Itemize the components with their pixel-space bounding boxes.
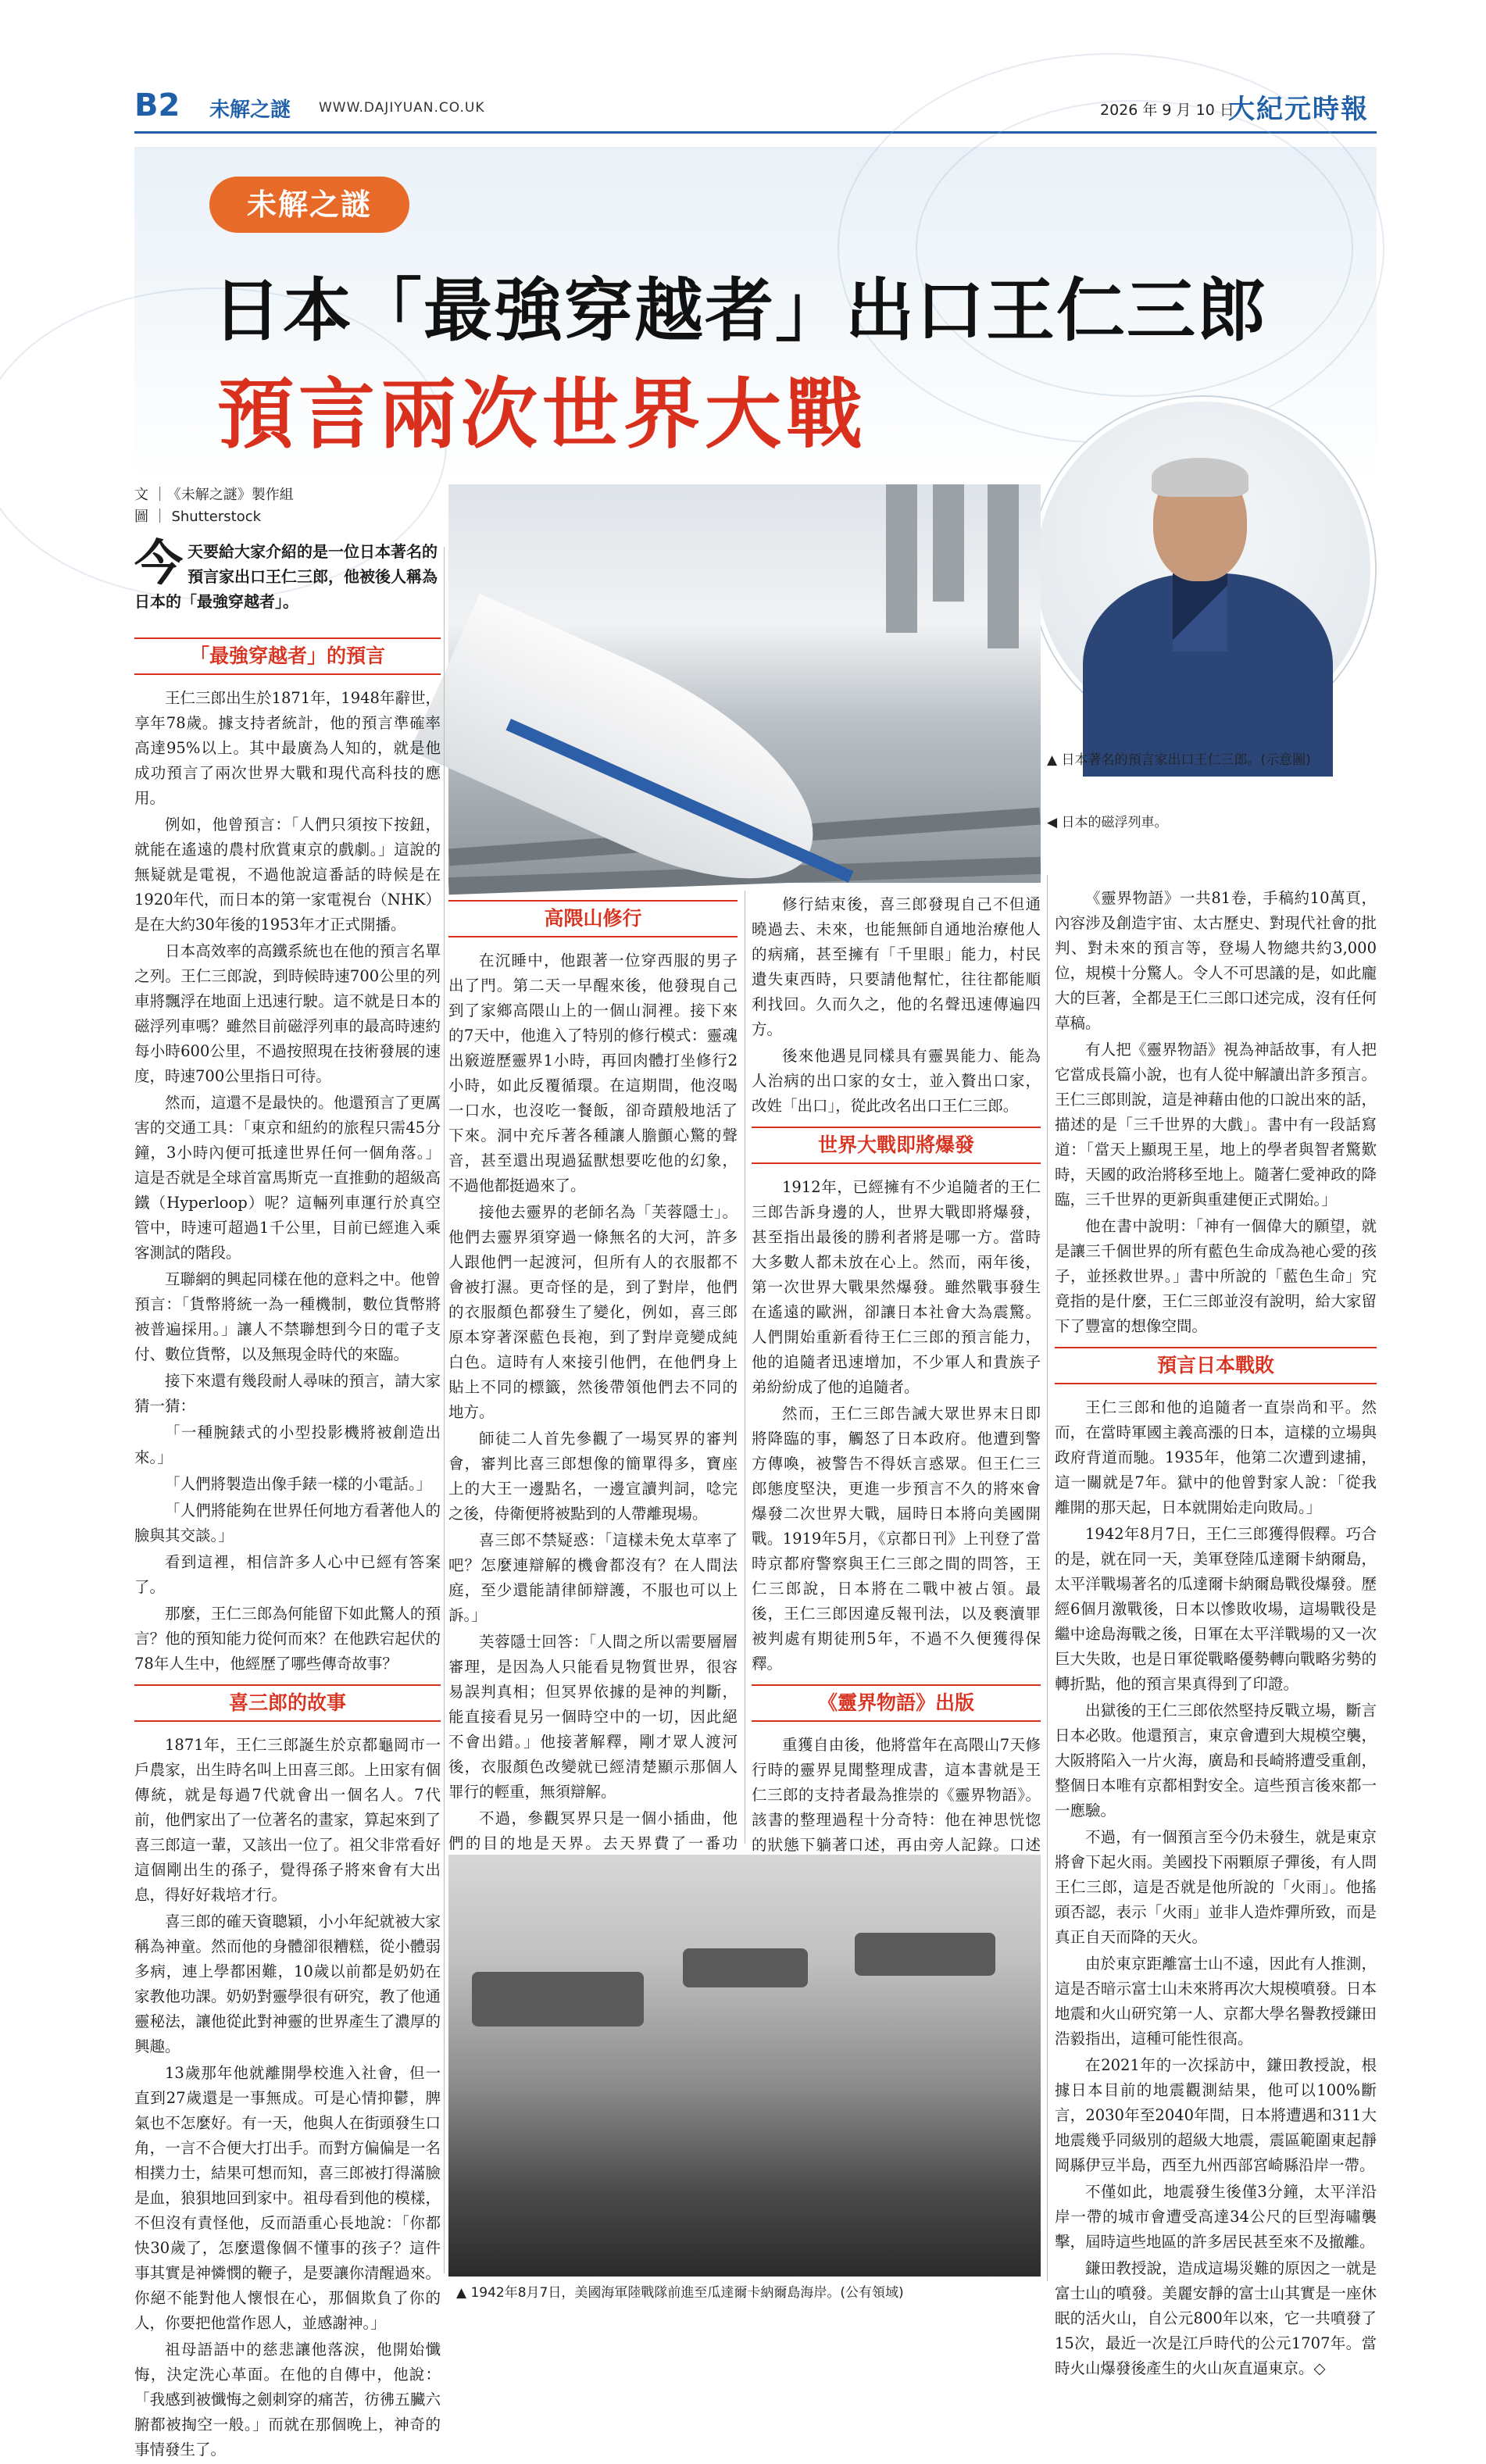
paragraph: 日本高效率的高鐵系統也在他的預言名單之列。王仁三郎說，到時候時速700公里的列車將飄浮在地面上迅速行駛。這不就是日本的磁浮列車嗎？雖然目前磁浮列車的最高時速約每小時600公里，不過按照現在技術發展的速度，時速700公里指日可待。 xyxy=(134,942,441,1085)
paragraph: 王仁三郎和他的追隨者一直崇尚和平。然而，在當時軍國主義高漲的日本，這樣的立場與政府背道而馳。1935年，他第二次遭到逮捕，這一關就是7年。獄中的他曾對家人說：「從我離開的那天起，日本就開始走向敗局。」 xyxy=(1055,1398,1377,1516)
paragraph: 師徒二人首先參觀了一場冥界的審判會，審判比喜三郎想像的簡單得多，寶座上的大王一邊點名，一邊宣讀判詞，唸完之後，侍衛便將被點到的人帶離現場。 xyxy=(448,1430,738,1523)
paragraph: 鎌田教授說，造成這場災難的原因之一就是富士山的噴發。美麗安靜的富士山其實是一座休眠的活火山，自公元800年以來，它一共噴發了15次，最近一次是江戶時代的公元1707年。當時火山爆發後產生的火山灰直逼東京。◇ xyxy=(1055,2259,1377,2377)
paragraph: 然而，這還不是最快的。他還預言了更厲害的交通工具：「東京和紐約的旅程只需45分鐘，3小時內便可抵達世界任何一個角落。」這是否就是全球首富馬斯克一直推動的超級高鐵（Hyperloop）呢？這輛列車運行於真空管中，時速可超過1千公里，目前已經進入乘客測試的階段。 xyxy=(134,1094,441,1262)
guadalcanal-landing-photo xyxy=(448,1855,1041,2277)
paragraph: 喜三郎不禁疑惑：「這樣未免太草率了吧？怎麼連辯解的機會都沒有？在人間法庭，至少還能請律師辯護，不服也可以上訴。」 xyxy=(448,1531,738,1624)
paragraph: 芙蓉隱士回答：「人間之所以需要層層審理，是因為人只能看見物質世界，很容易誤判真相；但冥界依據的是神的判斷，能直接看見另一個時空中的一切，因此絕不會出錯。」他接著解釋，剛才眾人渡河後，衣服顏色改變就已經清楚顯示那個人罪行的輕重，無須辯解。 xyxy=(448,1633,738,1801)
newspaper-logo: 大紀元時報 xyxy=(1228,94,1369,125)
paragraph: 不過，參觀冥界只是一個小插曲，他們的目的地是天界。去天界費了一番功 xyxy=(448,1809,738,1852)
column-divider xyxy=(1047,875,1048,2281)
portrait-hair xyxy=(1152,458,1248,497)
paragraph: 「人們將製造出像手錶一樣的小電話。」 xyxy=(165,1475,432,1493)
column-tag: 未解之謎 xyxy=(209,177,409,233)
drop-cap: 今 xyxy=(134,534,184,591)
section-heading: 《靈界物語》出版 xyxy=(752,1684,1041,1722)
paragraph: 出獄後的王仁三郎依然堅持反戰立場，斷言日本必敗。他還預言，東京會遭到大規模空襲，大阪將陷入一片火海，廣島和長崎將遭受重創，整個日本唯有京都相對安全。這些預言後來都一一應驗。 xyxy=(1055,1702,1377,1819)
section-heading: 喜三郎的故事 xyxy=(134,1684,441,1722)
train-caption: ◀ 日本的磁浮列車。 xyxy=(1047,815,1168,830)
paragraph: 有人把《靈界物語》視為神話故事，有人把它當成長篇小說，也有人從中解讀出許多預言。王仁三郎則說，這是神藉由他的口說出來的話，描述的是「三千世界的大戲」。書中有一段話寫道：「當天上顯現王星，地上的學者與智者驚歎時，天國的政治將移至地上。隨著仁愛神政的降臨，三千世界的更新與重建便正式開始。」 xyxy=(1055,1041,1377,1209)
landing-craft xyxy=(472,1972,644,2027)
subheadline: 預言兩次世界大戰 xyxy=(217,370,868,459)
portrait-photo xyxy=(1031,397,1375,741)
issue-date: 2026 年 9 月 10 日 xyxy=(1100,102,1234,119)
paragraph: 接他去靈界的老師名為「芙蓉隱士」。他們去靈界須穿過一條無名的大河，許多人跟他們一起渡河，但所有人的衣服都不會被打濕。更奇怪的是，到了對岸，他們的衣服顏色都發生了變化，例如，喜三郎原本穿著深藍色長袍，到了對岸竟變成純白色。這時有人來接引他們，在他們身上貼上不同的標籤，然後帶領他們去不同的地方。 xyxy=(448,1203,738,1421)
paragraph: 祖母語語中的慈悲讓他落淚，他開始懺悔，決定洗心革面。在他的自傳中，他說：「我感到被懺悔之劍刺穿的痛苦，彷彿五臟六腑都被掏空一般。」而就在那個晚上，神奇的事情發生了。 xyxy=(134,2341,441,2459)
site-url[interactable]: WWW.DAJIYUAN.CO.UK xyxy=(319,100,485,116)
page-number: B2 xyxy=(134,87,180,123)
column-4 xyxy=(1055,886,1377,2383)
paragraph: 他在書中說明：「神有一個偉大的願望，就是讓三千個世界的所有藍色生命成為祂心愛的孩子，並拯救世界。」書中所說的「藍色生命」究竟指的是什麼，王仁三郎並沒有說明，給大家留下了豐富的想像空間。 xyxy=(1055,1217,1377,1335)
background-building xyxy=(933,484,964,602)
train-body xyxy=(410,594,852,916)
paragraph: 1871年，王仁三郎誕生於京都龜岡市一戶農家，出生時名叫上田喜三郎。上田家有個傳統，就是每過7代就會出一個名人。7代前，他們家出了一位著名的畫家，算起來到了喜三郎這一輩，又該出一位了。祖父非常看好這個剛出生的孫子，覺得孫子將來會有大出息，得好好栽培才行。 xyxy=(134,1736,441,1904)
paragraph: 看到這裡，相信許多人心中已經有答案了。 xyxy=(134,1553,441,1596)
article-lead xyxy=(134,534,441,614)
background-building xyxy=(988,484,1019,648)
column-divider xyxy=(444,547,445,2273)
paragraph: 不僅如此，地震發生後僅3分鐘，太平洋沿岸一帶的城市會遭受高達34公尺的巨型海嘯襲擊，屆時這些地區的許多居民甚至來不及撤離。 xyxy=(1055,2183,1377,2251)
column-2 xyxy=(448,892,738,2008)
landing-craft xyxy=(855,1933,995,1976)
paragraph: 在2021年的一次採訪中，鎌田教授說，根據日本目前的地震觀測結果，他可以100%斷言，2030年至2040年間，日本將遭遇和311大地震幾乎同級別的超級大地震，震區範圍東起靜岡縣伊豆半島，西至九州西部宮崎縣沿岸一帶。 xyxy=(1055,2056,1377,2174)
paragraph: 重獲自由後，他將當年在高隈山7天修行時的靈界見聞整理成書，這本書就是王仁三郎的支持者最為推崇的《靈界物語》。該書的整理過程十分奇特：他在神思恍惚的狀態下躺著口述，再由旁人記錄。口述 xyxy=(752,1736,1041,1854)
paragraph: 王仁三郎出生於1871年，1948年辭世，享年78歲。據支持者統計，他的預言準確率高達95%以上。其中最廣為人知的，就是他成功預言了兩次世界大戰和現代高科技的應用。 xyxy=(134,689,441,807)
section-heading: 預言日本戰敗 xyxy=(1055,1347,1377,1384)
paragraph: 《靈界物語》一共81卷，手稿約10萬頁，內容涉及創造宇宙、太古歷史、對現代社會的批判、對未來的預言等，登場人物總共約3,000位，規模十分驚人。令人不可思議的是，如此龐大的巨著，全都是王仁三郎口述完成，沒有任何草稿。 xyxy=(1055,889,1377,1032)
paragraph: 例如，他曾預言：「人們只須按下按鈕，就能在遙遠的農村欣賞東京的戲劇。」這說的無疑就是電視，不過他說這番話的時候是在1920年代，而日本的第一家電視台（NHK）是在大約30年後的1953年才正式開播。 xyxy=(134,816,441,934)
section-name: 未解之謎 xyxy=(209,98,291,122)
paragraph: 不過，有一個預言至今仍未發生，就是東京將會下起火雨。美國投下兩顆原子彈後，有人問王仁三郎，這是否就是他所說的「火雨」。他搖頭否認，表示「火雨」並非人造炸彈所致，而是真正自天而降的天火。 xyxy=(1055,1828,1377,1946)
paragraph: 後來他遇見同樣具有靈異能力、能為人治病的出口家的女士，並入贅出口家，改姓「出口」，從此改名出口王仁三郎。 xyxy=(752,1047,1041,1115)
paragraph: 修行結束後，喜三郎發現自己不但通曉過去、未來，也能無師自通地治療他人的病痛，甚至擁有「千里眼」能力，村民遺失東西時，只要請他幫忙，往往都能順利找回。久而久之，他的名聲迅速傳遍四方。 xyxy=(752,895,1041,1038)
paragraph: 「一種腕錶式的小型投影機將被創造出來。」 xyxy=(134,1423,441,1466)
paragraph: 接下來還有幾段耐人尋味的預言，請大家猜一猜： xyxy=(134,1372,441,1415)
paragraph: 1912年，已經擁有不少追隨者的王仁三郎告訴身邊的人，世界大戰即將爆發，甚至指出最後的勝利者將是哪一方。當時大多數人都未放在心上。然而，兩年後，第一次世界大戰果然爆發。雖然戰事發生在遙遠的歐洲，卻讓日本社會大為震驚。人們開始重新看待王仁三郎的預言能力，他的追隨者迅速增加，不少軍人和貴族子弟紛紛成了他的追隨者。 xyxy=(752,1178,1041,1396)
section-heading: 「最強穿越者」的預言 xyxy=(134,637,441,675)
byline-author: 文 ｜《未解之謎》製作組 xyxy=(134,487,294,503)
paragraph: 互聯網的興起同樣在他的意料之中。他曾預言：「貨幣將統一為一種機制，數位貨幣將被普遍採用。」讓人不禁聯想到今日的電子支付、數位貨幣，以及無現金時代的來臨。 xyxy=(134,1270,441,1363)
landing-craft xyxy=(683,1948,808,1987)
background-building xyxy=(886,484,917,633)
paragraph: 那麼，王仁三郎為何能留下如此驚人的預言？他的預知能力從何而來？在他跌宕起伏的78年人生中，他經歷了哪些傳奇故事？ xyxy=(134,1605,441,1673)
portrait-caption: ▲ 日本著名的預言家出口王仁三郎。(示意圖) xyxy=(1047,752,1311,768)
paragraph: 在沉睡中，他跟著一位穿西服的男子出了門。第二天一早醒來後，他發現自己到了家鄉高隈山上的一個山洞裡。接下來的7天中，他進入了特別的修行模式：靈魂出竅遊歷靈界1小時，再回肉體打坐修行2小時，如此反覆循環。在這期間，他沒喝一口水，也沒吃一餐飯，卻奇蹟般地活了下來。洞中充斥著各種讓人膽顫心驚的聲音，甚至還出現過猛獸想要吃他的幻象，不過他都挺過來了。 xyxy=(448,952,738,1195)
headline: 日本「最強穿越者」出口王仁三郎 xyxy=(213,270,1268,351)
maglev-train-photo xyxy=(448,484,1041,883)
column-1 xyxy=(134,630,441,2464)
paragraph: 1942年8月7日，王仁三郎獲得假釋。巧合的是，就在同一天，美軍登陸瓜達爾卡納爾島，太平洋戰場著名的瓜達爾卡納爾島戰役爆發。歷經6個月激戰後，日本以慘敗收場，這場戰役是繼中途島海戰之後，日軍在太平洋戰場的又一次巨大失敗，也是日軍從戰略優勢轉向戰略劣勢的轉折點，他的預言果真得到了印證。 xyxy=(1055,1525,1377,1693)
section-heading: 世界大戰即將爆發 xyxy=(752,1127,1041,1164)
lead-text: 天要給大家介紹的是一位日本著名的預言家出口王仁三郎，他被後人稱為日本的「最強穿越者」。 xyxy=(134,542,438,611)
byline xyxy=(134,484,294,528)
section-heading: 高隈山修行 xyxy=(448,900,738,937)
paragraph: 「人們將能夠在世界任何地方看著他人的臉與其交談。」 xyxy=(134,1502,441,1544)
paragraph: 由於東京距離富士山不遠，因此有人推測，這是否暗示富士山未來將再次大規模噴發。日本地震和火山研究第一人、京都大學名譽教授鎌田浩毅指出，這種可能性很高。 xyxy=(1055,1955,1377,2048)
portrait-collar xyxy=(1173,573,1227,652)
column-3 xyxy=(752,892,1041,2011)
paragraph: 喜三郎的確天資聰穎，小小年紀就被大家稱為神童。然而他的身體卻很糟糕，從小體弱多病，連上學都困難，10歲以前都是奶奶在家教他功課。奶奶對靈學很有研究，教了他通靈秘法，讓他從此對神靈的世界產生了濃厚的興趣。 xyxy=(134,1912,441,2055)
paragraph: 然而，王仁三郎告誡大眾世界末日即將降臨的事，觸怒了日本政府。他遭到警方傳喚，被警告不得妖言惑眾。但王仁三郎態度堅決，更進一步預言不久的將來會爆發二次世界大戰，屆時日本將向美國開戰。1919年5月，《京都日刊》上刊登了當時京都府警察與王仁三郎之間的問答，王仁三郎說，日本將在二戰中被占領。最後，王仁三郎因違反報刊法，以及褻瀆罪被判處有期徒刑5年，不過不久便獲得保釋。 xyxy=(752,1405,1041,1673)
landing-caption: ▲ 1942年8月7日，美國海軍陸戰隊前進至瓜達爾卡納爾島海岸。(公有領域) xyxy=(456,2285,904,2301)
paragraph: 13歲那年他就離開學校進入社會，但一直到27歲還是一事無成。可是心情抑鬱，脾氣也不怎麼好。有一天，他與人在街頭發生口角，一言不合便大打出手。而對方偏偏是一名相撲力士，結果可想而知，喜三郎被打得滿臉是血，狼狽地回到家中。祖母看到他的模樣，不但沒有責怪他，反而語重心長地說：「你都快30歲了，怎麼還像個不懂事的孩子？這件事其實是神憐憫的鞭子，是要讓你清醒過來。你絕不能對他人懷恨在心，那個欺負了你的人，你要把他當作恩人，並感謝神。」 xyxy=(134,2064,441,2332)
image-credit: 圖 ｜ Shutterstock xyxy=(134,509,262,525)
